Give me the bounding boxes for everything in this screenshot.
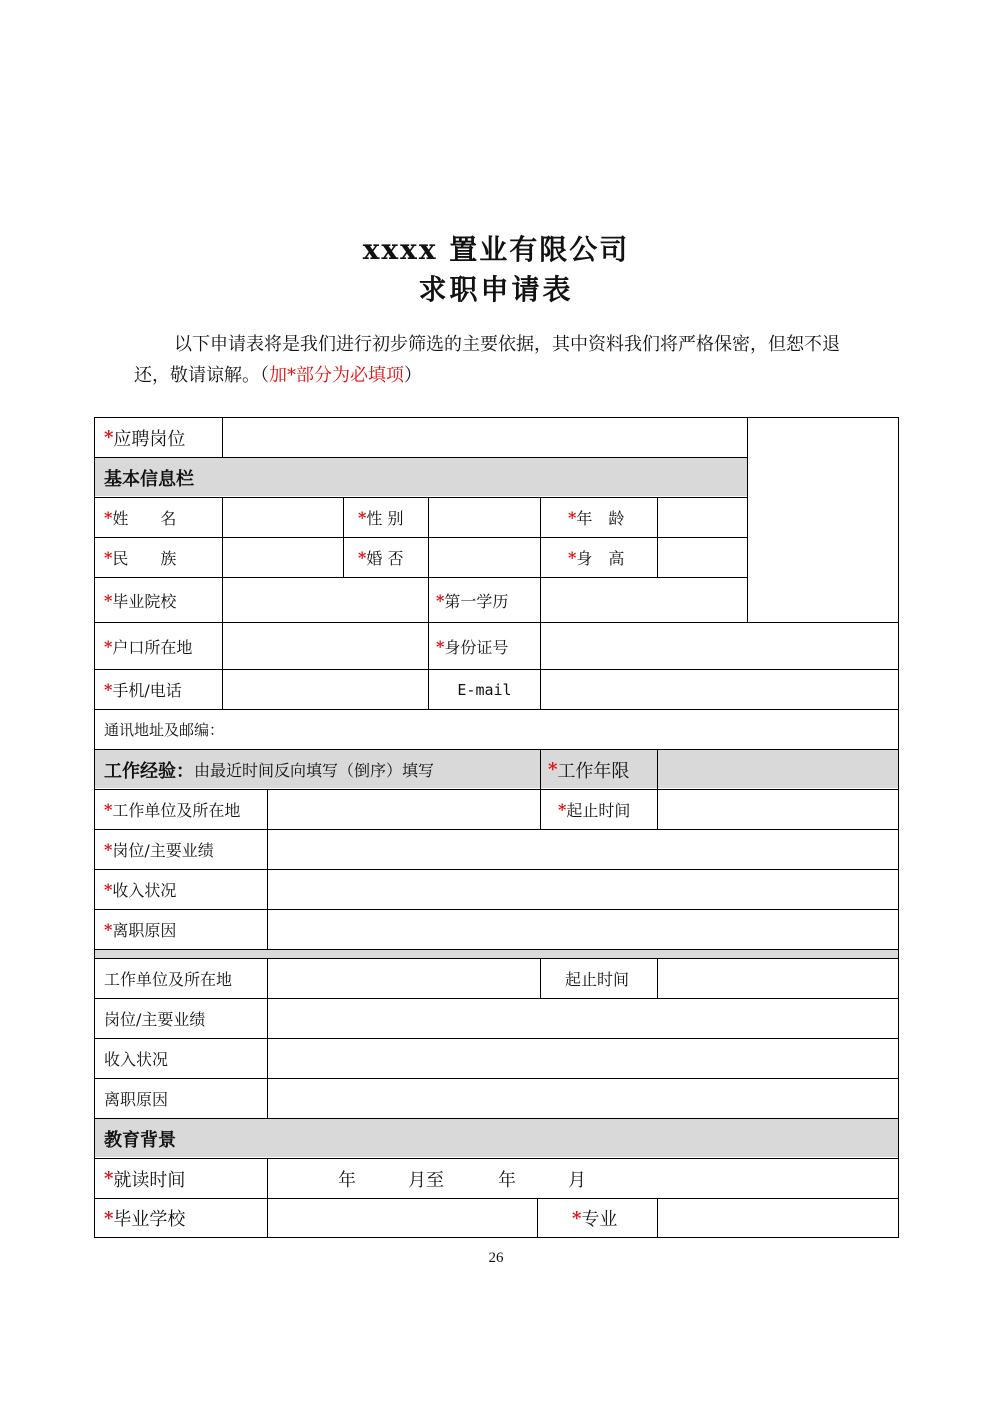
work-reason-label: * 离职原因 xyxy=(104,920,177,940)
study-month-to: 月至 xyxy=(408,1169,444,1191)
basic-info-header: 基本信息栏 xyxy=(104,468,194,490)
intro-text: 以下申请表将是我们进行初步筛选的主要依据，其中资料我们将严格保密，但恕不退还，敬请谅解。（ xyxy=(134,334,840,386)
age-label: * 年 龄 xyxy=(568,508,625,528)
study-period-label: * 就读时间 xyxy=(104,1168,186,1191)
work-income-label: * 收入状况 xyxy=(104,880,177,900)
address-label: 通讯地址及邮编： xyxy=(104,721,225,739)
work2-reason-label: 离职原因 xyxy=(104,1090,169,1109)
gender-label: * 性 别 xyxy=(358,508,404,528)
company-title: xxxx 置业有限公司 xyxy=(362,233,630,266)
study-year-start: 年 xyxy=(338,1169,356,1191)
phone-label: * 手机/电话 xyxy=(104,680,182,700)
school-label: * 毕业学校 xyxy=(104,1207,186,1230)
position-label: * 应聘岗位 xyxy=(104,427,186,450)
work2-role-label: 岗位/主要业绩 xyxy=(104,1010,206,1029)
work-company-label: * 工作单位及所在地 xyxy=(104,800,241,820)
work2-company-label: 工作单位及所在地 xyxy=(104,970,233,989)
separator-band xyxy=(95,950,898,958)
study-month-end: 月 xyxy=(568,1169,586,1191)
height-label: * 身 高 xyxy=(568,548,625,568)
page-number: 26 xyxy=(488,1250,504,1266)
work-years-label: * 工作年限 xyxy=(548,759,630,782)
graduate-school-label: * 毕业院校 xyxy=(104,590,177,611)
study-year-end: 年 xyxy=(498,1169,516,1191)
intro-paragraph xyxy=(134,329,864,391)
email-label: E-mail xyxy=(457,680,512,699)
work-header: 工作经验： 由最近时间反向填写（倒序）填写 xyxy=(104,760,435,782)
ethnicity-label: * 民 族 xyxy=(104,548,177,568)
work2-period-label: 起止时间 xyxy=(565,970,630,989)
work-period-label: * 起止时间 xyxy=(558,800,631,820)
form-title: 求职申请表 xyxy=(418,273,574,306)
work2-income-label: 收入状况 xyxy=(104,1050,169,1069)
major-label: * 专业 xyxy=(572,1207,618,1230)
name-label: * 姓 名 xyxy=(104,508,177,528)
marital-label: * 婚 否 xyxy=(358,548,404,568)
id-number-label: * 身份证号 xyxy=(436,636,509,657)
education-header-band xyxy=(95,1119,898,1157)
work-role-label: * 岗位/主要业绩 xyxy=(104,840,214,860)
intro-required-note: 加*部分为必填项 xyxy=(269,365,404,386)
education-header: 教育背景 xyxy=(104,1129,176,1151)
first-degree-label: * 第一学历 xyxy=(436,590,509,611)
hukou-label: * 户口所在地 xyxy=(104,636,193,657)
intro-close: ） xyxy=(404,365,422,386)
